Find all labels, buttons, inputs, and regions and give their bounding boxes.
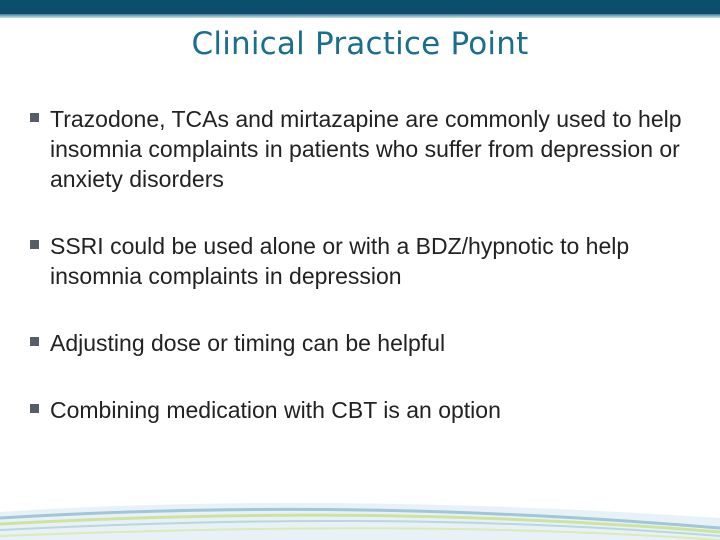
footer-swoosh-decoration	[0, 470, 720, 540]
bullet-text: Combining medication with CBT is an option	[50, 397, 501, 423]
header-bar	[0, 0, 720, 14]
bullet-list	[30, 104, 700, 462]
bullet-item	[30, 231, 700, 291]
bullet-item	[30, 104, 700, 194]
bullet-text: Adjusting dose or timing can be helpful	[50, 330, 446, 356]
bullet-item	[30, 395, 700, 425]
header-bar-accent	[0, 14, 720, 18]
bullet-text: SSRI could be used alone or with a BDZ/hypnotic to help insomnia complaints in depression	[50, 233, 630, 289]
bullet-item	[30, 328, 700, 358]
square-bullet-icon	[30, 337, 39, 346]
square-bullet-icon	[30, 404, 39, 413]
slide-title: Clinical Practice Point	[191, 26, 529, 62]
bullet-text: Trazodone, TCAs and mirtazapine are commonly used to help insomnia complaints in patients who suffer from depression or anxiety disorders	[50, 106, 682, 192]
square-bullet-icon	[30, 240, 39, 249]
square-bullet-icon	[30, 113, 39, 122]
